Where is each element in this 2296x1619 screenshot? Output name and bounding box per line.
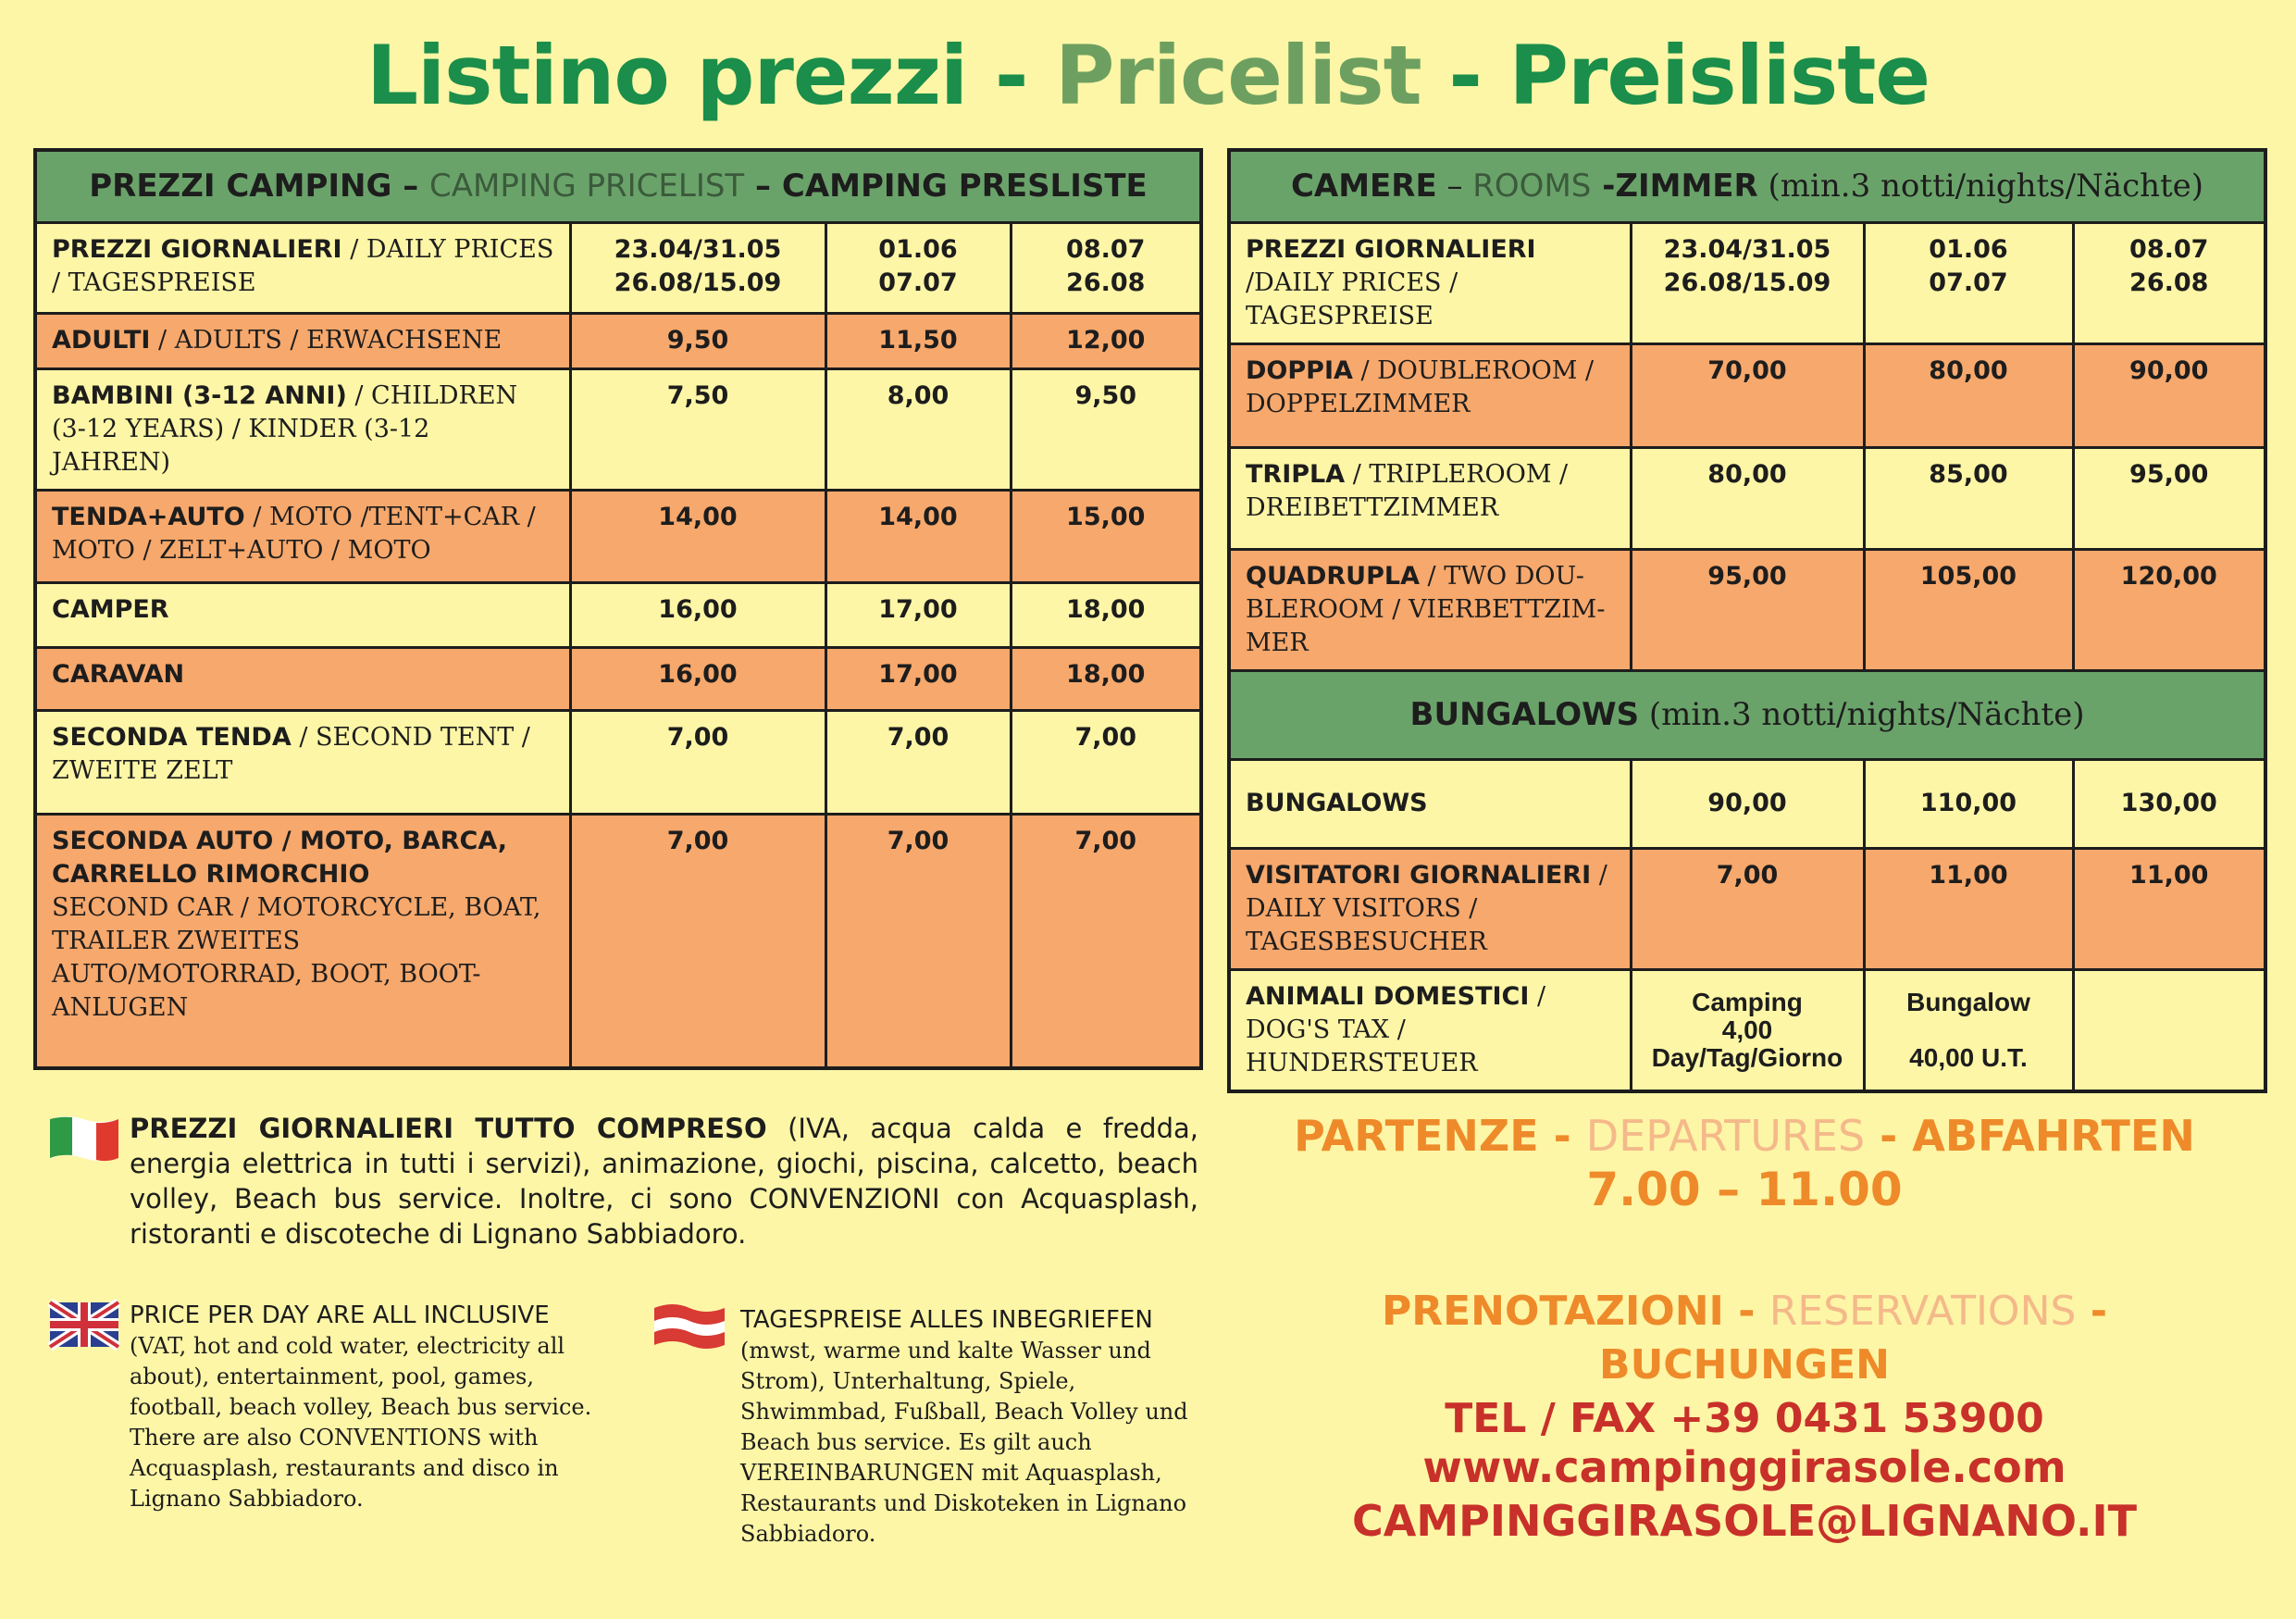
header-dash: –: [1436, 168, 1473, 205]
table-row: [1229, 549, 2265, 670]
info-body: (VAT, hot and cold water, electricity all about), entertainment, pool, games, football, beach volley, Beach bus service. There are also CONVENTIONS with Acquasplash, restaurants and disco in Lignano Sabbiadoro.: [130, 1333, 592, 1512]
label-bold: QUADRUPLA: [1246, 561, 1420, 591]
price-cell: 7,00: [570, 710, 825, 814]
price-cell: 120,00: [2073, 549, 2265, 670]
label-rest: / CHILDREN (3-12 YEARS) / KINDER (3-12 JAHREN): [52, 380, 518, 477]
label-rest: / DAILY VISITORS / TAGESBESUCHER: [1246, 860, 1607, 956]
price-cell: 7,00: [1011, 814, 1201, 1068]
row-label: [35, 814, 570, 1068]
label-bold: BUNGALOWS: [1246, 789, 1428, 817]
pet-line: Bungalow: [1906, 987, 2030, 1016]
period-line: 26.08/15.09: [1663, 268, 1831, 297]
row-label: [1229, 343, 1631, 447]
camping-table-header: [35, 150, 1201, 222]
title-en: Pricelist: [1055, 28, 1421, 123]
camping-price-table: [33, 148, 1203, 1070]
table-row: [35, 582, 1201, 647]
title-sep: -: [1421, 28, 1509, 123]
label-bold: BAMBINI (3-12 ANNI): [52, 380, 347, 410]
row-label: [35, 710, 570, 814]
price-cell: 85,00: [1864, 447, 2073, 549]
header-en: ROOMS: [1472, 168, 1592, 205]
title-de: Preisliste: [1508, 28, 1930, 123]
row-label: [35, 582, 570, 647]
price-cell: 105,00: [1864, 549, 2073, 670]
table-row: [35, 313, 1201, 368]
period-line: 01.06: [1929, 234, 2008, 264]
period-2: [1864, 222, 2073, 343]
header-bold: BUNGALOWS: [1409, 696, 1640, 733]
label-rest: / ADULTS / ERWACHSENE: [150, 325, 503, 355]
label-rest: / TRIPLEROOM / DREIBETTZIMMER: [1246, 459, 1569, 522]
periods-row: [35, 222, 1201, 313]
email-link[interactable]: CAMPINGGIRASOLE@LIGNANO.IT: [1352, 1496, 2137, 1546]
dep-en: DEPARTURES: [1585, 1111, 1866, 1161]
price-cell: 16,00: [570, 582, 825, 647]
label-rest: / DOUBLEROOM / DOPPELZIMMER: [1246, 355, 1595, 418]
label-bold: SECONDA TENDA: [52, 722, 292, 752]
label-bold: CAMPER: [52, 594, 169, 624]
price-cell: 7,50: [570, 368, 825, 490]
label-rest: / MOTO /TENT+CAR / MOTO / ZELT+AUTO / MOTO: [52, 502, 536, 565]
price-cell: 7,00: [1011, 710, 1201, 814]
period-3: [2073, 222, 2265, 343]
period-3: [1011, 222, 1201, 313]
price-cell: 7,00: [825, 814, 1011, 1068]
row-label: [1229, 447, 1631, 549]
res-de: BUCHUNGEN: [1599, 1341, 1890, 1389]
label-rest: / SECOND TENT / ZWEITE ZELT: [52, 722, 530, 785]
info-body: (mwst, warme und kalte Wasser und Strom), Unterhaltung, Spiele, Shwimmbad, Fußball, Beach Volley und Beach bus service. Es gilt auch VEREINBARUNGEN mit Aquasplash, Restaurants und Diskoteken in Lignano Sabbiadoro.: [740, 1338, 1188, 1547]
price-cell: 95,00: [2073, 447, 2265, 549]
period-line: 26.08/15.09: [614, 268, 782, 297]
price-cell: 16,00: [570, 647, 825, 710]
period-line: 26.08: [1066, 268, 1146, 297]
period-line: 07.07: [1929, 268, 2008, 297]
periods-label: [35, 222, 570, 313]
header-de: -ZIMMER: [1591, 168, 1758, 205]
row-label: [35, 313, 570, 368]
empty-cell: [2073, 969, 2265, 1091]
table-row: [1229, 343, 2265, 447]
departures-time: 7.00 – 11.00: [1586, 1163, 1903, 1216]
label-bold: PREZZI GIORNALIERI: [1246, 234, 1536, 264]
price-cell: 18,00: [1011, 582, 1201, 647]
periods-row: [1229, 222, 2265, 343]
info-rest: (IVA, acqua calda e fredda, energia elettrica in tutti i servizi), animazione, giochi, piscina, calcetto, beach volley, Beach bus service. Inoltre, ci sono CONVENZIONI con Acquasplash, ristoranti e discoteche di Lignano Sabbiadoro.: [130, 1113, 1198, 1250]
bungalows-header: [1229, 670, 2265, 759]
italian-flag-icon: [48, 1114, 120, 1162]
price-cell: 17,00: [825, 582, 1011, 647]
periods-label: [1229, 222, 1631, 343]
price-cell: 14,00: [570, 490, 825, 582]
label-bold: TRIPLA: [1246, 459, 1346, 489]
price-cell: 80,00: [1864, 343, 2073, 447]
table-row: [35, 814, 1201, 1068]
label-bold: DOPPIA: [1246, 355, 1353, 385]
period-line: 23.04/31.05: [614, 234, 782, 264]
info-italian: [130, 1111, 1198, 1252]
header-it: PREZZI CAMPING –: [89, 168, 430, 205]
price-cell: 11,50: [825, 313, 1011, 368]
dep-de: ABFAHRTEN: [1912, 1111, 2195, 1161]
rooms-table-header: [1229, 150, 2265, 222]
res-it: PRENOTAZIONI: [1381, 1288, 1724, 1335]
price-cell: 110,00: [1864, 759, 2073, 848]
price-cell: 11,00: [1864, 848, 2073, 969]
res-en: RESERVATIONS: [1769, 1288, 2077, 1335]
austrian-flag-icon: [652, 1301, 726, 1352]
period-line: 23.04/31.05: [1663, 234, 1831, 264]
pet-line: 4,00: [1721, 1015, 1773, 1044]
row-label: [35, 368, 570, 490]
price-cell: 80,00: [1631, 447, 1864, 549]
res-sep: -: [2076, 1288, 2108, 1335]
dep-sep: -: [1538, 1111, 1586, 1161]
pet-line: Camping: [1692, 987, 1803, 1016]
pet-line: 40,00 U.T.: [1909, 1042, 2028, 1072]
label-rest: / DAILY PRICES / TAGESPREISE: [52, 234, 554, 297]
info-head: TAGESPREISE ALLES INBEGRIEFEN: [740, 1306, 1153, 1334]
header-note: (min.3 notti/nights/Nächte): [1639, 696, 2085, 733]
price-cell: 7,00: [825, 710, 1011, 814]
price-cell: 18,00: [1011, 647, 1201, 710]
price-cell: 12,00: [1011, 313, 1201, 368]
label-bold: VISITATORI GIORNALIERI: [1246, 860, 1592, 890]
website-link[interactable]: www.campinggirasole.com: [1422, 1442, 2066, 1492]
table-row: [35, 647, 1201, 710]
info-bold: PREZZI GIORNALIERI TUTTO COMPRESO: [130, 1113, 767, 1144]
price-cell: 17,00: [825, 647, 1011, 710]
price-cell: 7,00: [570, 814, 825, 1068]
pets-bungalow-cell: [1864, 969, 2073, 1091]
label-rest: /DAILY PRICES / TAGESPREISE: [1246, 268, 1458, 330]
period-line: 08.07: [1066, 234, 1146, 264]
period-1: [570, 222, 825, 313]
price-cell: 11,00: [2073, 848, 2265, 969]
reservations-heading: [1231, 1285, 2258, 1392]
page-title: [0, 28, 2296, 123]
phone-fax: TEL / FAX +39 0431 53900: [1445, 1395, 2044, 1442]
period-line: 07.07: [878, 268, 958, 297]
price-cell: 90,00: [1631, 759, 1864, 848]
label-bold: ADULTI: [52, 325, 151, 355]
period-line: 26.08: [2129, 268, 2209, 297]
header-en: CAMPING PRICELIST: [429, 168, 745, 205]
departures-heading: [1231, 1109, 2258, 1163]
price-cell: 9,50: [1011, 368, 1201, 490]
table-row: [1229, 447, 2265, 549]
price-cell: 95,00: [1631, 549, 1864, 670]
contact-block: [1231, 1440, 2258, 1548]
table-row: [35, 710, 1201, 814]
price-cell: 15,00: [1011, 490, 1201, 582]
price-cell: 8,00: [825, 368, 1011, 490]
title-it: Listino prezzi: [366, 28, 968, 123]
header-it: CAMERE: [1290, 168, 1437, 205]
table-row: [35, 368, 1201, 490]
label-bold: CARAVAN: [52, 659, 185, 689]
pets-camping-cell: [1631, 969, 1864, 1091]
price-cell: 7,00: [1631, 848, 1864, 969]
title-sep: -: [967, 28, 1055, 123]
label-rest: / DOG'S TAX / HUNDERSTEUER: [1246, 981, 1546, 1077]
row-label: [35, 647, 570, 710]
rooms-price-table: [1227, 148, 2267, 1093]
info-english: [130, 1301, 592, 1514]
row-label: [35, 490, 570, 582]
row-label: [1229, 848, 1631, 969]
info-german: [740, 1305, 1203, 1550]
table-row: [1229, 848, 2265, 969]
label-rest: / TWO DOU-BLEROOM / VIERBETTZIM-MER: [1246, 561, 1606, 657]
row-label: [1229, 549, 1631, 670]
row-label: [1229, 969, 1631, 1091]
uk-flag-icon: [48, 1299, 120, 1351]
price-cell: 9,50: [570, 313, 825, 368]
period-line: 01.06: [878, 234, 958, 264]
dep-it: PARTENZE: [1294, 1111, 1539, 1161]
price-cell: 70,00: [1631, 343, 1864, 447]
reservations-block: [1231, 1285, 2258, 1446]
label-bold: SECONDA AUTO / MOTO, BARCA, CARRELLO RIMORCHIO: [52, 826, 507, 889]
table-row: [1229, 759, 2265, 848]
spacer: [1880, 1016, 2057, 1044]
period-line: 08.07: [2129, 234, 2209, 264]
departures-block: [1231, 1109, 2258, 1216]
price-cell: 130,00: [2073, 759, 2265, 848]
res-sep: -: [1723, 1288, 1769, 1335]
header-de: – CAMPING PRESLISTE: [744, 168, 1148, 205]
label-bold: ANIMALI DOMESTICI: [1246, 981, 1530, 1011]
info-head: PRICE PER DAY ARE ALL INCLUSIVE: [130, 1301, 550, 1329]
header-note: (min.3 notti/nights/Nächte): [1757, 168, 2204, 205]
table-row-pets: [1229, 969, 2265, 1091]
pet-line: Day/Tag/Giorno: [1651, 1042, 1843, 1072]
period-2: [825, 222, 1011, 313]
label-bold: TENDA+AUTO: [52, 502, 245, 531]
price-cell: 90,00: [2073, 343, 2265, 447]
label-bold: PREZZI GIORNALIERI: [52, 234, 342, 264]
row-label: [1229, 759, 1631, 848]
price-cell: 14,00: [825, 490, 1011, 582]
label-rest: SECOND CAR / MOTORCYCLE, BOAT, TRAILER ZWEITES AUTO/MOTORRAD, BOOT, BOOT-ANLUGEN: [52, 892, 541, 1022]
period-1: [1631, 222, 1864, 343]
table-row: [35, 490, 1201, 582]
dep-sep: -: [1865, 1111, 1913, 1161]
